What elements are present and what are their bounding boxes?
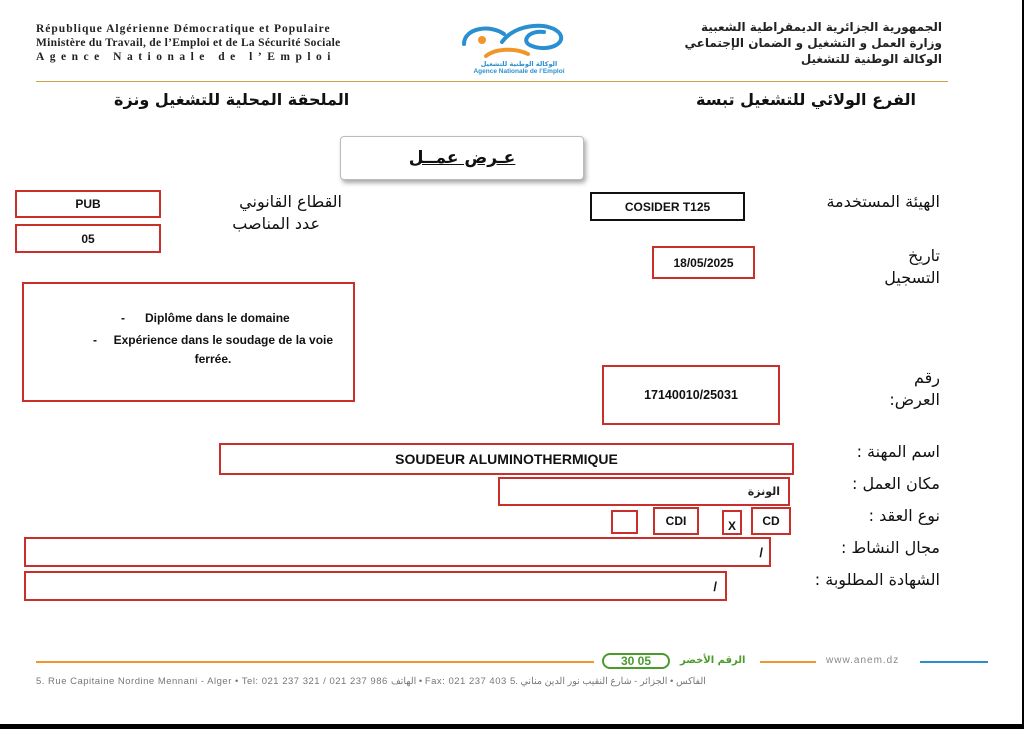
green-number: 30 05 [620, 654, 652, 668]
contract-cdi-text: CDI [665, 514, 687, 528]
logo-text-ar: الوكالة الوطنية للتشغيل [480, 60, 558, 68]
activity-value: / [759, 544, 763, 560]
header-fr-line2: Ministère du Travail, de l’Emploi et de La Sécurité Sociale [36, 37, 341, 49]
job-label: اسم المهنة : [856, 442, 940, 461]
diploma-value: / [713, 578, 717, 594]
contract-label: نوع العقد : [868, 506, 940, 525]
activity-label: مجال النشاط : [840, 538, 940, 557]
footer-orange-line [36, 661, 594, 663]
footer-blue-line [920, 661, 988, 663]
header-divider [36, 81, 948, 82]
footer-orange-line-2 [760, 661, 816, 663]
website: www.anem.dz [826, 655, 900, 666]
title-box [340, 136, 584, 180]
footer-address: 5. Rue Capitaine Nordine Mennani - Alger • Tel: 021 237 321 / 021 237 986 الهاتف • Fax: 021 237 403 الفاكس • الجزائر - شارع النقيب نور الدين مناني .5 [36, 676, 706, 687]
branch-wilaya: الفرع الولائي للتشغيل تبسة [696, 90, 916, 109]
positions-value: 05 [81, 231, 95, 246]
requirement-text-2: Expérience dans le soudage de la voie ferrée. [113, 333, 334, 366]
green-label: الرقم الأخضر [680, 655, 746, 666]
contract-cd-label [751, 507, 791, 535]
contract-cd-checkbox [722, 510, 742, 535]
reg-date-label-2: التسجيل [884, 268, 940, 287]
diploma-field [24, 571, 727, 601]
anem-logo-icon [456, 18, 582, 62]
employer-field [590, 192, 745, 221]
offer-number-label-1: رقم [913, 368, 940, 387]
requirements-box [22, 282, 355, 402]
positions-field [15, 224, 161, 253]
logo-text-fr: Agence Nationale de l’Emploi [473, 68, 565, 75]
activity-field [24, 537, 771, 567]
offer-number-label-2: العرض: [889, 390, 940, 409]
workplace-label: مكان العمل : [852, 474, 940, 493]
employer-value: COSIDER T125 [624, 199, 711, 214]
header-fr-line1: République Algérienne Démocratique et Populaire [36, 23, 331, 35]
job-value: SOUDEUR ALUMINOTHERMIQUE [395, 451, 618, 467]
workplace-field [498, 477, 790, 506]
sector-label: القطاع القانوني [239, 192, 342, 211]
anem-logo [456, 18, 582, 78]
sector-field [15, 190, 161, 218]
reg-date-label-1: تاريخ [908, 246, 940, 265]
diploma-label: الشهادة المطلوبة : [814, 570, 940, 589]
header-ar-line3: الوكالة الوطنية للتشغيل [800, 52, 942, 66]
contract-cd-mark: X [727, 519, 736, 533]
employer-label: الهيئة المستخدمة [826, 192, 940, 211]
page-title: عـرض عمــل [408, 148, 516, 168]
requirement-item-1: - Diplôme dans le domaine [121, 311, 290, 325]
reg-date-field [652, 246, 755, 279]
reg-date-value: 18/05/2025 [673, 255, 734, 270]
offer-number-value: 17140010/25031 [644, 388, 738, 402]
sector-value: PUB [75, 197, 101, 211]
green-number-badge [602, 653, 670, 669]
header-fr-line3: Agence Nationale de l’Emploi [36, 51, 336, 63]
contract-cdi-label [653, 507, 699, 535]
contract-cdi-checkbox [611, 510, 638, 534]
workplace-value: الونزة [747, 485, 780, 498]
positions-label: عدد المناصب [232, 214, 320, 233]
header-ar-line1: الجمهورية الجزائرية الديمقراطية الشعبية [700, 20, 942, 34]
requirement-text-1: Diplôme dans le domaine [145, 311, 290, 325]
contract-cd-text: CD [762, 514, 780, 528]
header-ar-line2: وزارة العمل و التشغيل و الضمان الإجتماعي [684, 36, 942, 50]
requirement-item-2: - Expérience dans le soudage de la voie ferrée. [92, 333, 334, 366]
job-field [219, 443, 794, 475]
branch-local: الملحقة المحلية للتشغيل ونزة [114, 90, 350, 109]
offer-number-field [602, 365, 780, 425]
